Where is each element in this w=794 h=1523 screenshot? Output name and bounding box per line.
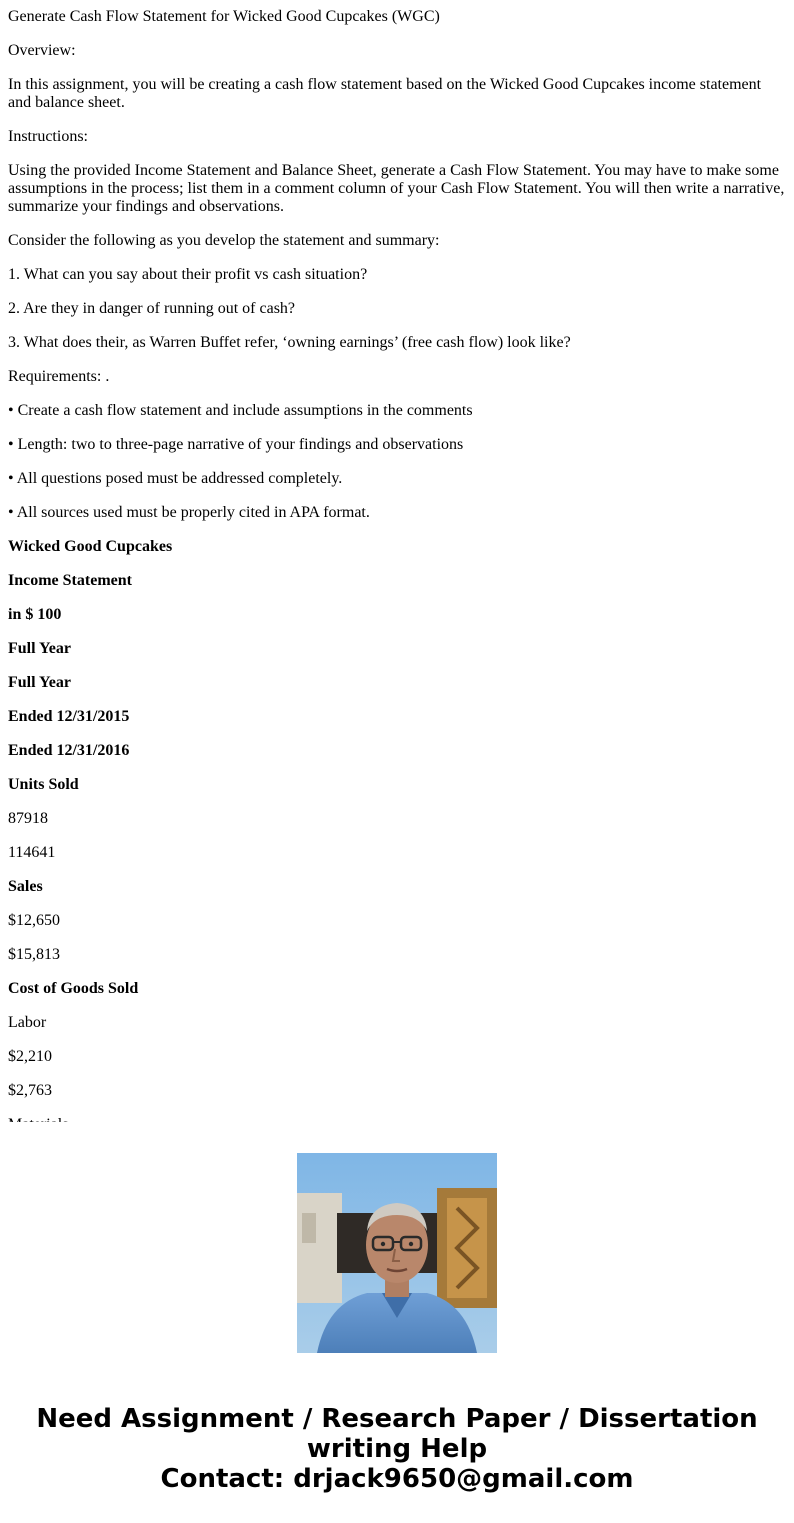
document-paragraph: Instructions: [8, 128, 88, 145]
document-heading: Sales [8, 878, 43, 895]
document-heading: in $ 100 [8, 606, 62, 623]
promo-line-2: writing Help [306, 1434, 488, 1464]
document-heading: Income Statement [8, 572, 132, 589]
promo-contact: Contact: drjack9650@gmail.com [160, 1464, 634, 1494]
document-paragraph: Requirements: . [8, 368, 110, 385]
document-heading: Ended 12/31/2016 [8, 742, 130, 759]
promo-message [0, 1404, 794, 1494]
document-paragraph: Consider the following as you develop the statement and summary: [8, 232, 440, 249]
document-paragraph: In this assignment, you will be creating a cash flow statement based on the Wicked Good Cupcakes income statement and balance sheet. [8, 76, 762, 111]
author-avatar [297, 1153, 497, 1353]
document-paragraph: 1. What can you say about their profit vs cash situation? [8, 266, 368, 283]
document-paragraph: 87918 [8, 810, 48, 827]
document-heading: Cost of Goods Sold [8, 980, 139, 997]
document-paragraph: Labor [8, 1014, 47, 1031]
document-paragraph: Generate Cash Flow Statement for Wicked Good Cupcakes (WGC) [8, 8, 440, 25]
document-paragraph: Using the provided Income Statement and Balance Sheet, generate a Cash Flow Statement. You may have to make some assumptions in the process; list them in a comment column of your Cash Flow Statement. You will then write a narrative, summarize your findings and observations. [8, 162, 785, 215]
document-paragraph: 114641 [8, 844, 56, 861]
document-paragraph: 2. Are they in danger of running out of cash? [8, 300, 296, 317]
document-paragraph: $2,763 [8, 1082, 52, 1099]
document-paragraph: $2,210 [8, 1048, 52, 1065]
document-paragraph: 3. What does their, as Warren Buffet refer, ‘owning earnings’ (free cash flow) look like? [8, 334, 571, 351]
document-paragraph: • All sources used must be properly cited in APA format. [8, 504, 370, 521]
document-paragraph: $12,650 [8, 912, 60, 929]
document-paragraph: Overview: [8, 42, 76, 59]
document-paragraph: • Length: two to three-page narrative of your findings and observations [8, 436, 464, 453]
promo-line-1: Need Assignment / Research Paper / Dissertation [36, 1404, 758, 1434]
promo-banner [0, 1122, 794, 1523]
document-heading: Full Year [8, 674, 71, 691]
document-heading: Ended 12/31/2015 [8, 708, 130, 725]
document-heading: Wicked Good Cupcakes [8, 538, 173, 555]
document-paragraph: • All questions posed must be addressed completely. [8, 470, 343, 487]
document-heading: Units Sold [8, 776, 79, 793]
document-heading: Full Year [8, 640, 71, 657]
document-paragraph: • Create a cash flow statement and include assumptions in the comments [8, 402, 473, 419]
document-paragraph: $15,813 [8, 946, 60, 963]
